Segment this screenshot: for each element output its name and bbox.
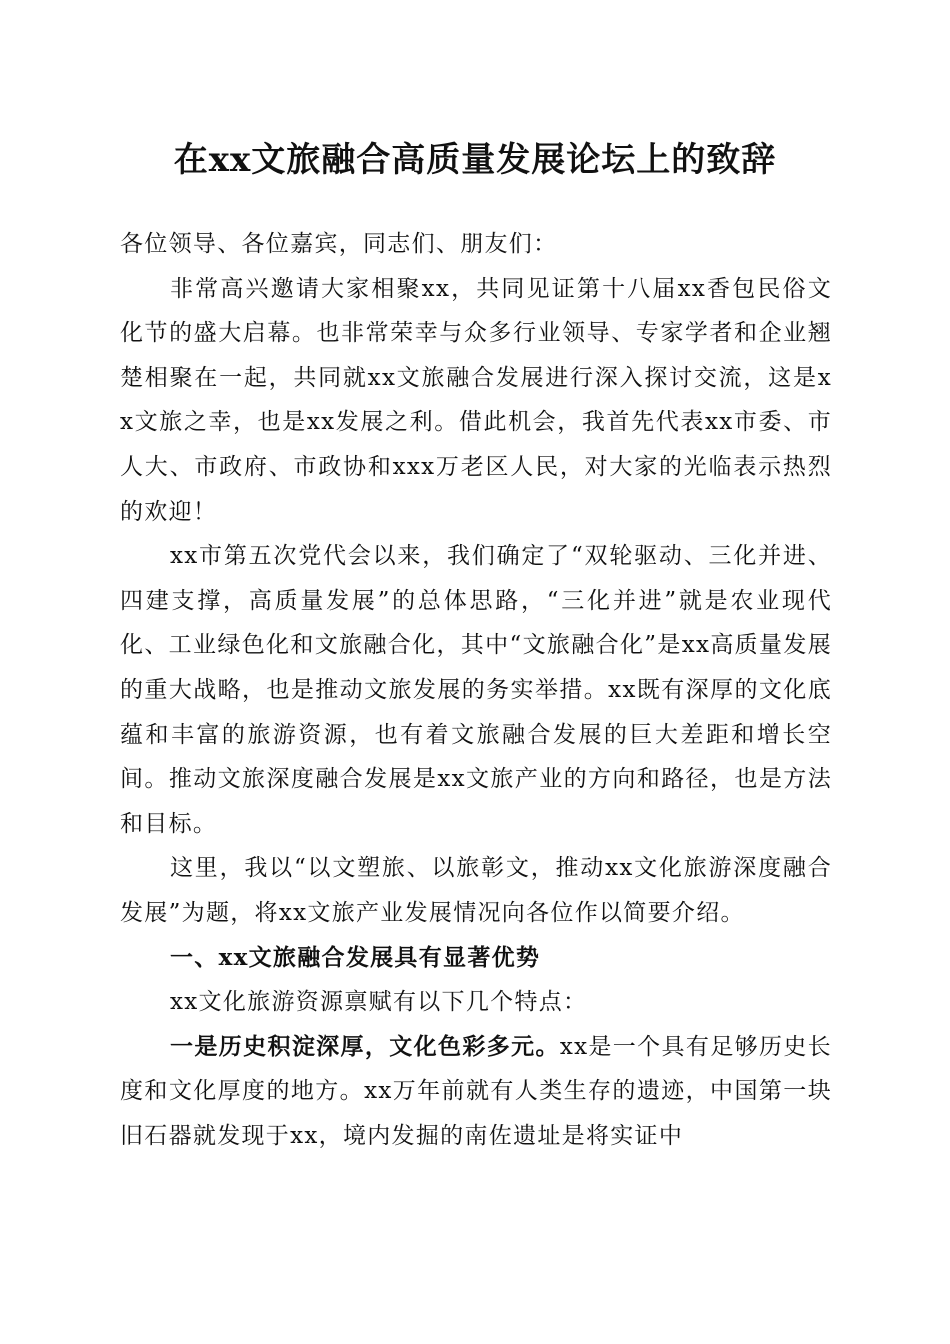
document-title: 在xx文旅融合高质量发展论坛上的致辞 xyxy=(173,140,777,180)
section-intro: xx文化旅游资源禀赋有以下几个特点： xyxy=(170,989,588,1016)
paragraph-topic: 这里，我以“以文塑旅、以旅彰文，推动xx文化旅游深度融合发展”为题，将xx文旅产业发展情况向各位作以简要介绍。 xyxy=(120,855,832,926)
point-one-lead: 一是历史积淀深厚，文化色彩多元。 xyxy=(170,1032,560,1060)
paragraph-welcome: 非常高兴邀请大家相聚xx，共同见证第十八届xx香包民俗文化节的盛大启幕。也非常荣幸与众多行业领导、专家学者和企业翘楚相聚在一起，共同就xx文旅融合发展进行深入探讨交流，这是xx文旅之幸，也是xx发展之利。借此机会，我首先代表xx市委、市人大、市政府、市政协和xxx万老区人民，对大家的光临表示热烈的欢迎！ xyxy=(120,275,832,525)
paragraph-point-one xyxy=(120,1025,832,1159)
document-body xyxy=(120,222,832,1158)
paragraph-strategy: xx市第五次党代会以来，我们确定了“双轮驱动、三化并进、四建支撑，高质量发展”的总体思路，“三化并进”就是农业现代化、工业绿色化和文旅融合化，其中“文旅融合化”是xx高质量发展的重大战略，也是推动文旅发展的务实举措。xx既有深厚的文化底蕴和丰富的旅游资源，也有着文旅融合发展的巨大差距和增长空间。推动文旅深度融合发展是xx文旅产业的方向和路径，也是方法和目标。 xyxy=(120,543,832,837)
section-heading: 一、xx文旅融合发展具有显著优势 xyxy=(170,943,541,971)
greeting: 各位领导、各位嘉宾，同志们、朋友们： xyxy=(120,231,558,257)
point-one-text: xx是一个具有足够历史长度和文化厚度的地方。xx万年前就有人类生存的遗迹，中国第一块旧石器就发现于xx，境内发掘的南佐遗址是将实证中 xyxy=(120,1033,832,1149)
